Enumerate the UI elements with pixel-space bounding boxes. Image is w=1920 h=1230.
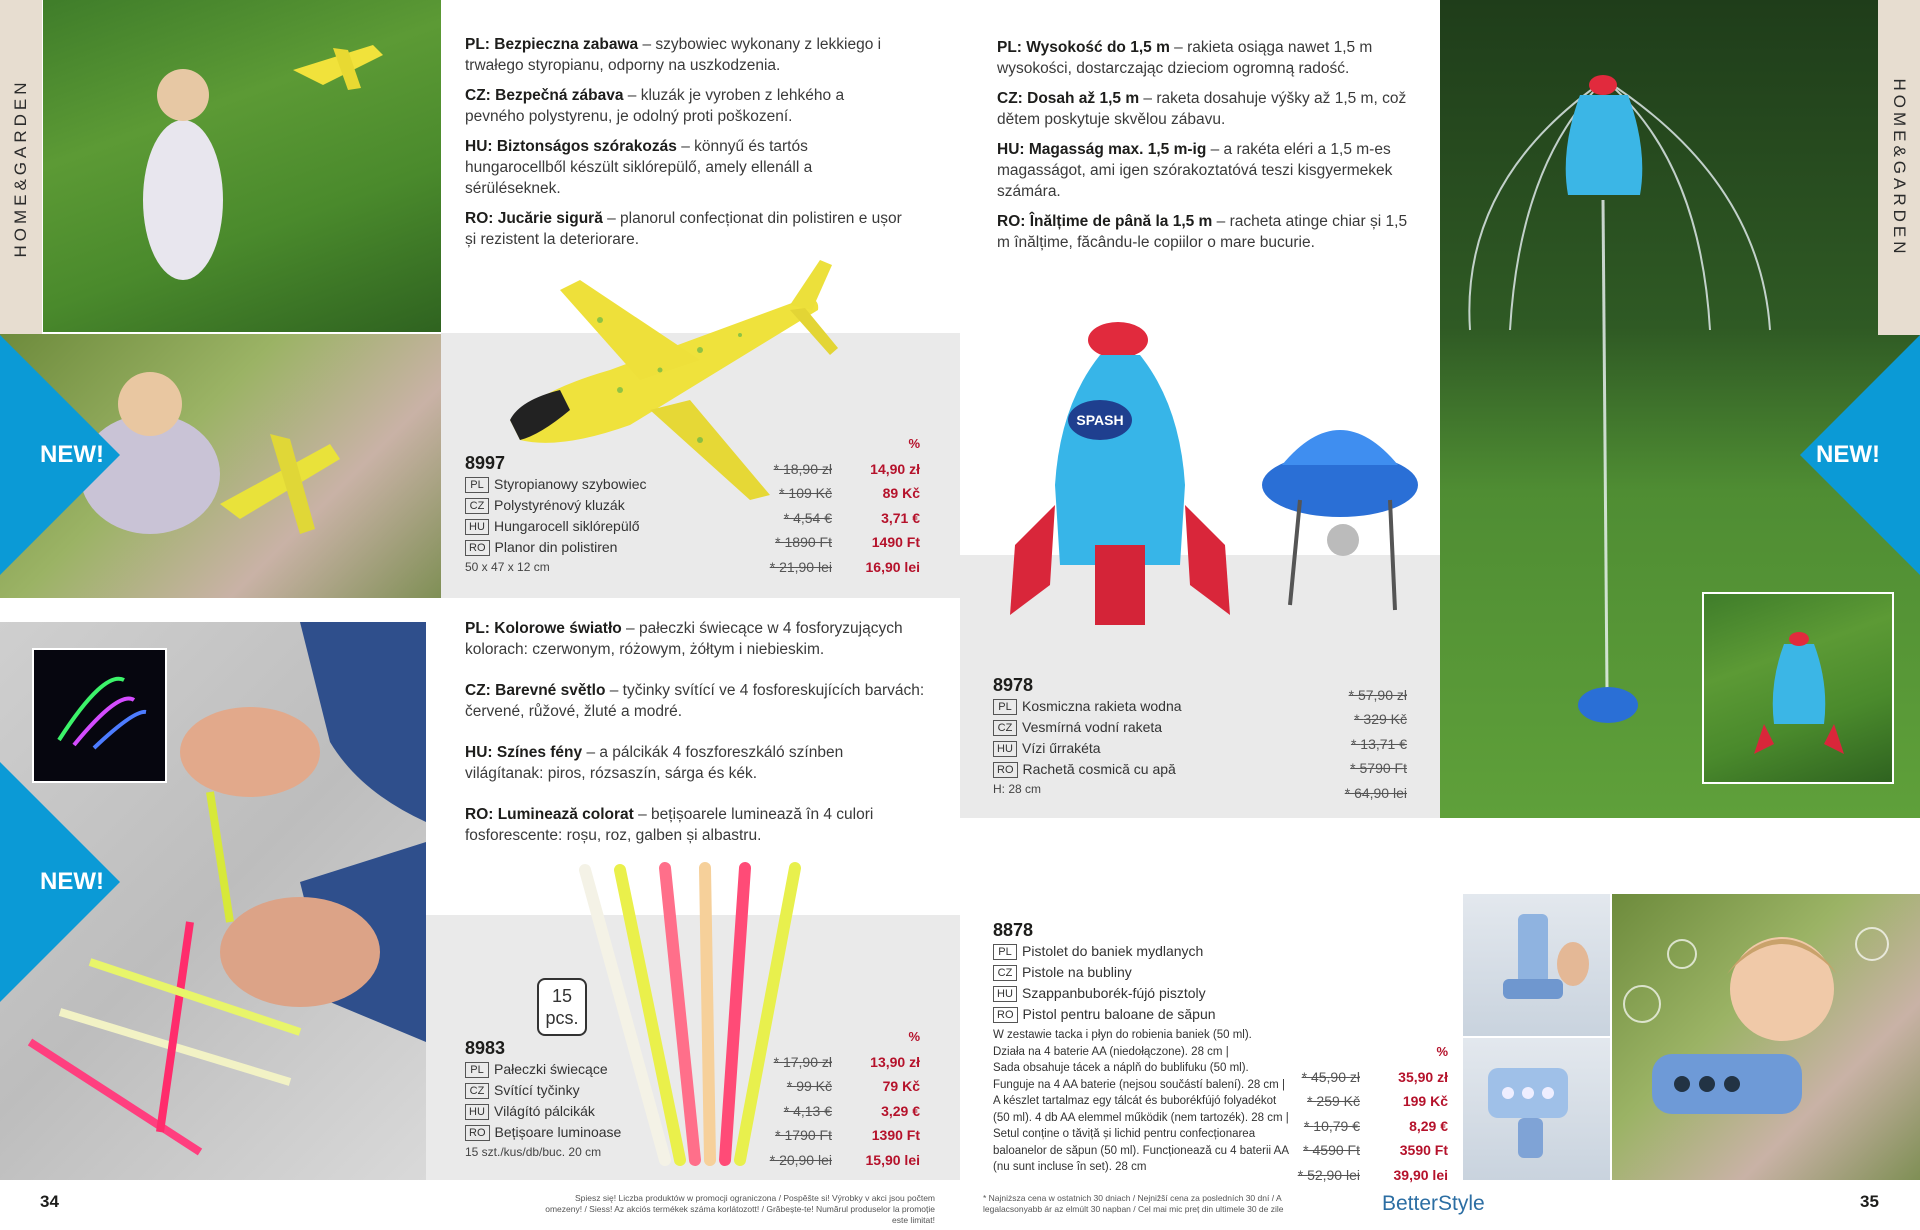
- photo-girl-with-glider: [43, 0, 441, 332]
- glowsticks-name-hu: HU Világító pálcikák: [465, 1101, 665, 1122]
- glider-price-czk: * 109 Kč 89 Kč: [779, 485, 920, 501]
- bubblegun-info: [993, 920, 1323, 1176]
- rocket-desc-pl: PL: Wysokość do 1,5 m – rakieta osiąga nawet 1,5 m wysokości, dostarczając dzieciom ogromną radość.: [997, 39, 1373, 77]
- glowsticks-price-huf: * 1790 Ft 1390 Ft: [775, 1127, 920, 1143]
- new-badge-glowsticks: [0, 762, 120, 1002]
- glider-percent-badge: %: [908, 436, 920, 451]
- glowsticks-desc-cz: CZ: Barevné světlo – tyčinky svítící ve 4 fosforeskujících barvách: červené, růžové, žluté a modré.: [465, 682, 925, 720]
- rocket-price-ron: * 64,90 lei: [1344, 784, 1407, 801]
- glider-names: [465, 474, 725, 558]
- bubblegun-percent-badge: %: [1436, 1044, 1448, 1059]
- glider-price-eur: * 4,54 € 3,71 €: [783, 509, 920, 526]
- page-number-right: 35: [1860, 1192, 1879, 1211]
- bubblegun-names: [993, 941, 1323, 1025]
- glowsticks-code: 8983: [465, 1038, 506, 1058]
- rocket-inset-illustration: [1704, 594, 1892, 782]
- rocket-description: [997, 37, 1417, 262]
- girl-glider-illustration: [43, 0, 441, 332]
- rocket-code: 8978: [993, 675, 1034, 695]
- rocket-dimensions: H: 28 cm: [993, 782, 1042, 796]
- rocket-desc-hu: HU: Magasság max. 1,5 m-ig – a rakéta eléri a 1,5 m-es magasságot, ami igen szórakoztatóvá teszi kisgyermekek számára.: [997, 141, 1393, 200]
- rocket-name-pl: PL Kosmiczna rakieta wodna: [993, 696, 1253, 717]
- glowsticks-name-pl: PL Pałeczki świecące: [465, 1059, 665, 1080]
- photo-rocket-inset: [1702, 592, 1894, 784]
- bubblegun-price-ron: * 52,90 lei 39,90 lei: [1297, 1166, 1448, 1183]
- side-tab-left-label: HOME&GARDEN: [11, 77, 30, 258]
- bubblegun-price-pln: * 45,90 zł 35,90 zł: [1301, 1068, 1448, 1085]
- glider-name-pl: PL Styropianowy szybowiec: [465, 474, 725, 495]
- glowsticks-desc-pl: PL: Kolorowe światło – pałeczki świecące w 4 fosforyzujących kolorach: czerwonym, różowym, żółtym i niebieskim.: [465, 620, 903, 658]
- rocket-toy-label: SPASH: [1076, 412, 1124, 428]
- glowsticks-price-czk: * 99 Kč 79 Kč: [786, 1078, 920, 1094]
- bubblegun-price-eur: * 10,79 € 8,29 €: [1303, 1117, 1448, 1134]
- new-badge-glider: [0, 335, 120, 575]
- boy-bubblegun-illustration: [1612, 894, 1920, 1180]
- rocket-name-hu: HU Vízi űrrakéta: [993, 738, 1253, 759]
- glider-desc-hu: HU: Biztonságos szórakozás – könnyű és tartós hungarocellből készült siklórepülő, amely ellenáll a sérüléseknek.: [465, 138, 813, 197]
- new-badge-glowsticks-label: NEW!: [40, 868, 104, 895]
- glider-desc-pl: PL: Bezpieczna zabawa – szybowiec wykonany z lekkiego i trwałego styropianu, odporny na uszkodzenia.: [465, 36, 882, 74]
- rocket-desc-ro: RO: Înălțime de până la 1,5 m – racheta atinge chiar și 1,5 m înălțime, făcându-le copiilor o mare bucurie.: [997, 213, 1408, 251]
- glowsticks-description: [465, 618, 925, 855]
- rocket-names: [993, 696, 1253, 780]
- footer-note-left: Spiesz się! Liczba produktów w promocji ograniczona / Pospěšte si! Výrobky v akci jsou počtem omezeny! / Siess! Az akciós termékek száma korlátozott! / Grăbește-te! Numărul produselor la promoție este limitat!: [545, 1193, 935, 1225]
- glowsticks-name-ro: RO Bețișoare luminoase: [465, 1122, 665, 1143]
- glider-price-pln: * 18,90 zł 14,90 zł: [773, 460, 920, 477]
- bubblegun-details: W zestawie tacka i płyn do robienia baniek (50 ml). Działa na 4 baterie AA (niedołączone). 28 cm | Sada obsahuje tácek a náplň do bublifuku (50 ml). Funguje na 4 AA baterie (nejsou součástí balení). 28 cm | A készlet tartalmaz egy tálcát és buborékfújó folyadékot (50 ml). 4 db AA elemmel működik (nem tartozék). 28 cm | Setul conține o tăviță și lichid pentru confecționarea baloanelor de săpun (50 ml). Funcționează cu 4 baterii AA (nu sunt incluse în set). 28 cm: [993, 1029, 1289, 1173]
- rocket-price-pln: * 57,90 zł: [1348, 686, 1407, 703]
- rocket-desc-cz: CZ: Dosah až 1,5 m – raketa dosahuje výšky až 1,5 m, což dětem poskytuje skvělou zábavu.: [997, 90, 1407, 128]
- bubblegun-prices: [1297, 1040, 1448, 1187]
- glider-name-ro: RO Planor din polistiren: [465, 537, 725, 558]
- bubblegun-price-huf: * 4590 Ft 3590 Ft: [1303, 1142, 1448, 1158]
- pieces-count: 15: [551, 986, 573, 1006]
- glowsticks-prices: [770, 1025, 920, 1172]
- glowsticks-info: [465, 1038, 665, 1159]
- glowsticks-names: [465, 1059, 665, 1143]
- glider-prices: [770, 432, 920, 579]
- glowsticks-desc-hu: HU: Színes fény – a pálcikák 4 foszforeszkáló színben világítanak: piros, rózsaszín, sárga és kék.: [465, 744, 844, 782]
- rocket-price-huf: * 5790 Ft: [1350, 760, 1407, 776]
- side-tab-left: [0, 0, 42, 335]
- bubblegun-code: 8878: [993, 920, 1034, 940]
- glider-name-cz: CZ Polystyrénový kluzák: [465, 495, 725, 516]
- water-rocket-image: [1000, 315, 1420, 635]
- photo-bubblegun-refill: [1463, 894, 1610, 1036]
- glowsticks-desc-ro: RO: Luminează colorat – bețișoarele luminează în 4 culori fosforescente: roșu, roz, galben și albastru.: [465, 806, 874, 844]
- side-tab-right: [1878, 0, 1920, 335]
- brand-logo: BetterStyle: [1382, 1192, 1485, 1215]
- rocket-name-cz: CZ Vesmírná vodní raketa: [993, 717, 1253, 738]
- photo-boy-bubblegun: [1612, 894, 1920, 1180]
- photo-bubblegun-battery: [1463, 1038, 1610, 1180]
- glowsticks-name-cz: CZ Svítící tyčinky: [465, 1080, 665, 1101]
- bubblegun-price-czk: * 259 Kč 199 Kč: [1307, 1093, 1448, 1109]
- glider-code: 8997: [465, 453, 506, 473]
- glider-desc-ro: RO: Jucărie sigură – planorul confecționat din polistiren e ușor și rezistent la deteriorare.: [465, 210, 902, 248]
- glider-price-huf: * 1890 Ft 1490 Ft: [775, 534, 920, 550]
- glider-dimensions: 50 x 47 x 12 cm: [465, 560, 550, 574]
- rocket-price-czk: * 329 Kč: [1354, 711, 1407, 727]
- page-number-left: 34: [40, 1192, 59, 1211]
- glowsticks-price-ron: * 20,90 lei 15,90 lei: [769, 1151, 920, 1168]
- new-badge-rocket: [1800, 335, 1920, 575]
- bubblegun-name-cz: CZ Pistole na bubliny: [993, 962, 1323, 983]
- rocket-info: [993, 675, 1253, 796]
- glider-name-hu: HU Hungarocell siklórepülő: [465, 516, 725, 537]
- pieces-unit: pcs.: [545, 1008, 579, 1028]
- bubblegun-battery-illustration: [1463, 1038, 1610, 1180]
- footer-note-right: * Najniższa cena w ostatnich 30 dniach / Nejnižší cena za posledních 30 dní / A legalacsonyabb ár az elmúlt 30 napban / Cel mai mic preț din ultimele 30 de zile: [983, 1193, 1284, 1214]
- glider-desc-cz: CZ: Bezpečná zábava – kluzák je vyroben z lehkého a pevného polystyrenu, je odolný proti poškození.: [465, 87, 845, 125]
- rocket-price-eur: * 13,71 €: [1350, 735, 1407, 752]
- side-tab-right-label: HOME&GARDEN: [1890, 77, 1909, 258]
- glider-price-ron: * 21,90 lei 16,90 lei: [769, 558, 920, 575]
- glowsticks-price-pln: * 17,90 zł 13,90 zł: [773, 1053, 920, 1070]
- glowsticks-dimensions: 15 szt./kus/db/buc. 20 cm: [465, 1145, 602, 1159]
- glider-description: [465, 34, 905, 259]
- rocket-name-ro: RO Rachetă cosmică cu apă: [993, 759, 1253, 780]
- pieces-count-badge: [537, 978, 587, 1036]
- new-badge-rocket-label: NEW!: [1816, 441, 1880, 468]
- glowsticks-price-eur: * 4,13 € 3,29 €: [783, 1102, 920, 1119]
- bubblegun-name-pl: PL Pistolet do baniek mydlanych: [993, 941, 1323, 962]
- bubblegun-name-ro: RO Pistol pentru baloane de săpun: [993, 1004, 1323, 1025]
- bubblegun-refill-illustration: [1463, 894, 1610, 1036]
- glowsticks-percent-badge: %: [908, 1029, 920, 1044]
- new-badge-glider-label: NEW!: [40, 441, 104, 468]
- glider-info: [465, 453, 725, 574]
- bubblegun-name-hu: HU Szappanbuborék-fújó pisztoly: [993, 983, 1323, 1004]
